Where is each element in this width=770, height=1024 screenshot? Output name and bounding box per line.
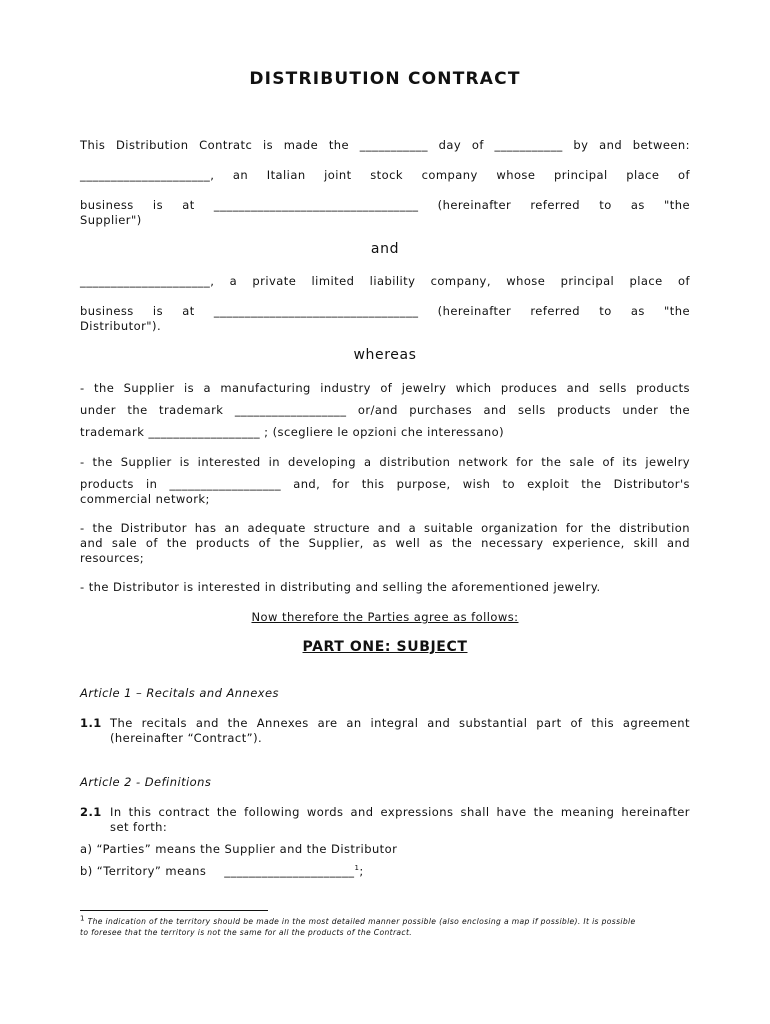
article-2-heading: Article 2 - Definitions bbox=[80, 775, 212, 789]
whereas-4: - the Distributor is interested in distributing and selling the aforementioned jewelry. bbox=[80, 580, 601, 594]
document-title: DISTRIBUTION CONTRACT bbox=[249, 69, 521, 89]
intro-line: This Distribution Contratc is made the ___________ day of ___________ by and between: bbox=[80, 138, 690, 152]
territory-blank: _____________________ bbox=[224, 864, 355, 878]
whereas-1-line-2: under the trademark __________________ or/and purchases and sells products under the bbox=[80, 403, 690, 417]
article-2-1-line-2: set forth: bbox=[110, 820, 168, 834]
supplier-line-3: Supplier") bbox=[80, 213, 142, 227]
definition-parties: a) “Parties” means the Supplier and the Distributor bbox=[80, 842, 398, 856]
definition-territory bbox=[80, 864, 690, 879]
article-2-1-number: 2.1 bbox=[80, 805, 102, 819]
supplier-line-2: business is at _________________________________ (hereinafter referred to as "the bbox=[80, 198, 690, 212]
article-1-1-line-2: (hereinafter “Contract”). bbox=[110, 731, 263, 745]
footnote-ref: 1 bbox=[354, 864, 360, 873]
whereas-1-line-1: - the Supplier is a manufacturing industry of jewelry which produces and sells products bbox=[80, 381, 690, 395]
whereas-3-line-2: and sale of the products of the Supplier, as well as the necessary experience, skill and bbox=[80, 536, 690, 550]
article-2-1-line-1: In this contract the following words and expressions shall have the meaning hereinafter bbox=[110, 805, 690, 819]
distributor-line-3: Distributor"). bbox=[80, 319, 162, 333]
article-1-1-line-1: The recitals and the Annexes are an integral and substantial part of this agreement bbox=[110, 716, 690, 730]
whereas-heading: whereas bbox=[353, 347, 417, 363]
footnote-number: 1 bbox=[80, 914, 85, 923]
definition-territory-end: ; bbox=[359, 864, 364, 878]
and-heading: and bbox=[370, 241, 400, 257]
whereas-2-line-2: products in __________________ and, for this purpose, wish to exploit the Distributor's bbox=[80, 477, 690, 491]
whereas-1-line-3: trademark __________________ ; (scegliere le opzioni che interessano) bbox=[80, 425, 505, 439]
whereas-3-line-1: - the Distributor has an adequate structure and a suitable organization for the distribution bbox=[80, 521, 690, 535]
article-1-1-number: 1.1 bbox=[80, 716, 102, 730]
distributor-line-2: business is at _________________________________ (hereinafter referred to as "the bbox=[80, 304, 690, 318]
whereas-2-line-1: - the Supplier is interested in developing a distribution network for the sale of its jewelry bbox=[80, 455, 690, 469]
article-1-heading: Article 1 – Recitals and Annexes bbox=[80, 686, 279, 700]
whereas-2-line-3: commercial network; bbox=[80, 492, 210, 506]
distributor-line-1: _____________________, a private limited liability company, whose principal place of bbox=[80, 274, 690, 288]
footnote-separator bbox=[80, 910, 268, 911]
footnote bbox=[80, 916, 692, 927]
part-one-heading: PART ONE: SUBJECT bbox=[302, 639, 468, 655]
whereas-3-line-3: resources; bbox=[80, 551, 145, 565]
footnote-line-2: to foresee that the territory is not the same for all the products of the Contract. bbox=[80, 928, 413, 937]
footnote-line-1: The indication of the territory should be made in the most detailed manner possible (also enclosing a map if possible). It is possible bbox=[87, 917, 636, 926]
agree-line: Now therefore the Parties agree as follows: bbox=[251, 610, 519, 624]
supplier-line-1: _____________________, an Italian joint stock company whose principal place of bbox=[80, 168, 690, 182]
definition-territory-label: b) “Territory” means bbox=[80, 864, 207, 878]
